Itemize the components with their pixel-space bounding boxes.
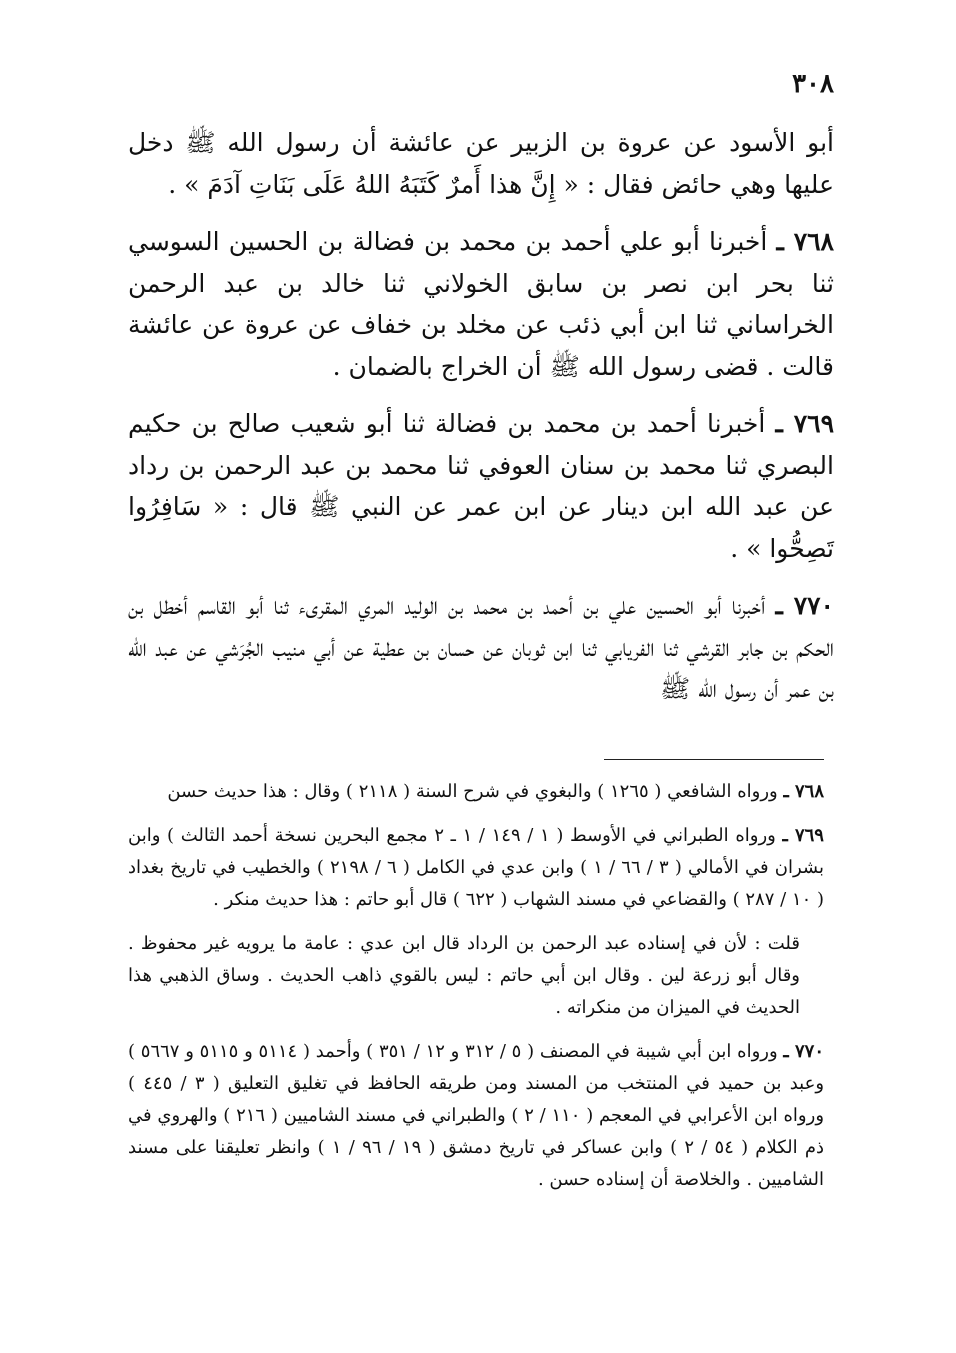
paragraph-text: أخبرنا أبو الحسين علي بن أحمد بن محمد بن الوليد المري المقرىء ثنا أبو القاسم أخطل بن الحكم بن جابر القرشي ثنا الفريابي ثنا ابن ثوبان عن حسان بن عطية عن أبي منيب الجُرَشي عن عبد الله بن عمر أن رسول الله ﷺ: [128, 591, 834, 703]
footnote-770: [128, 1036, 824, 1196]
paragraph-text: أخبرنا أبو علي أحمد بن محمد بن فضالة بن الحسين السوسي ثنا بحر ابن نصر بن سابق الخولاني ثنا خالد بن عبد الرحمن الخراساني ثنا ابن أبي ذئب عن مخلد بن خفاف عن عروة عن عائشة قالت . قضى رسول الله ﷺ أن الخراج بالضمان .: [128, 227, 834, 381]
paragraph-text: أبو الأسود عن عروة بن الزبير عن عائشة أن رسول الله ﷺ دخل عليها وهي حائض فقال : « إِنَّ هذا أَمرٌ كَتَبَهُ اللهُ عَلَى بَنَاتِ آدَمَ » .: [128, 128, 834, 199]
footnote-769: [128, 820, 824, 916]
footnote-number: ٧٦٨ ـ: [783, 781, 824, 802]
footnote-768: [128, 776, 824, 808]
paragraph-text: أخبرنا أحمد بن محمد بن فضالة ثنا أبو شعيب صالح بن حكيم البصري ثنا محمد بن سنان العوفي ثنا محمد بن عبد الرحمن بن رداد عن عبد الله ابن دينار عن ابن عمر عن النبي ﷺ قال : « سَافِرُوا تَصِحُّوا » .: [128, 409, 834, 563]
footnote-text: ورواه الطبراني في الأوسط ( ١ / ١٤٩ / ١ ـ ٢ مجمع البحرين نسخة أحمد الثالث ) وابن بشران في الأمالي ( ٣ / ٦٦ / ١ ) وابن عدي في الكامل ( ٦ / ٢١٩٨ ) والخطيب في تاريخ بغداد ( ١٠ / ٢٨٧ ) والقضاعي في مسند الشهاب ( ٦٢٢ ) قال أبو حاتم : هذا حديث منكر .: [128, 825, 824, 910]
hadith-768: [128, 221, 834, 387]
footnote-769-note: [128, 928, 824, 1024]
hadith-number: ٧٦٨ ـ: [776, 227, 834, 256]
hadith-number: ٧٦٩ ـ: [775, 409, 835, 438]
paragraph-continuation: [128, 122, 834, 205]
page-number: ٣٠٨: [792, 69, 834, 99]
footnote-number: ٧٦٩ ـ: [782, 825, 824, 846]
hadith-769: [128, 403, 834, 569]
footnote-divider: [604, 759, 824, 760]
hadith-number: ٧٧٠ ـ: [775, 591, 834, 620]
main-text: [128, 122, 834, 710]
footnote-text: ورواه الشافعي ( ١٢٦٥ ) والبغوي في شرح السنة ( ٢١١٨ ) وقال : هذا حديث حسن: [167, 781, 778, 802]
footnote-number: ٧٧٠ ـ: [783, 1041, 824, 1062]
footnote-text: قلت : لأن في إسناده عبد الرحمن بن الرداد قال ابن عدي : عامة ما يرويه غير محفوظ . وقال أبو زرعة لين . وقال ابن أبي حاتم : ليس بالقوي ذاهب الحديث . وساق الذهبي هذا الحديث في الميزان من منكراته .: [128, 933, 800, 1018]
hadith-770: [128, 585, 834, 710]
footnote-text: ورواه ابن أبي شيبة في المصنف ( ٥ / ٣١٢ و ١٢ / ٣٥١ ) وأحمد ( ٥١١٤ و ٥١١٥ و ٥٦٦٧ ) وعبد بن حميد في المنتخب من المسند ومن طريقه الحافظ في تغليق التعليق ( ٣ / ٤٤٥ ) ورواه ابن الأعرابي في المعجم ( ١١٠ / ٢ ) والطبراني في مسند الشاميين ( ٢١٦ ) والهروي في ذم الكلام ( ٥٤ / ٢ ) وابن عساكر في تاريخ دمشق ( ١٩ / ٩٦ / ١ ) وانظر تعليقنا على مسند الشاميين . والخلاصة أن إسناده حسن .: [128, 1041, 825, 1190]
footnotes: [128, 776, 824, 1196]
